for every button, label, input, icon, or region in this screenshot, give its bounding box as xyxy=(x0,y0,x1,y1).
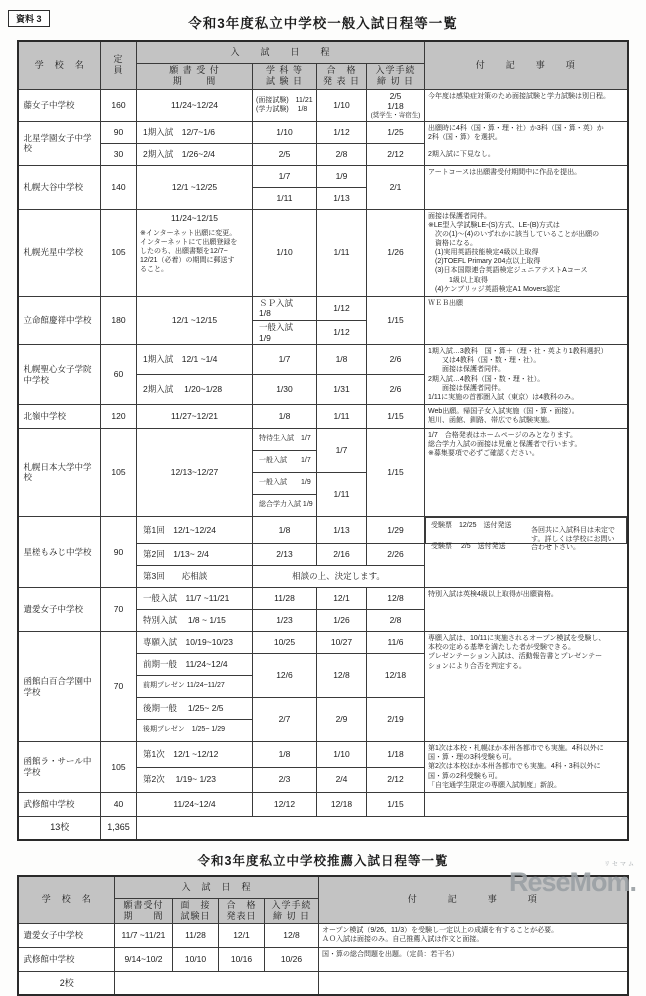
table-cell: 10/25 xyxy=(252,632,316,654)
table-cell: 1/12 xyxy=(316,296,366,320)
table-row xyxy=(18,948,627,972)
table-cell: 第1次 12/1 ~12/12 xyxy=(136,742,252,767)
table-cell: 1/12 xyxy=(316,121,366,143)
table-cell: 12/1 xyxy=(218,924,264,948)
table-row xyxy=(18,742,627,767)
table-cell: 2期入試 1/26~2/4 xyxy=(136,143,252,165)
table-cell: 1/10 xyxy=(252,121,316,143)
table-cell: 特待生入試 1/7 xyxy=(252,428,316,450)
table-cell: 1期入試 12/1 ~1/4 xyxy=(136,345,252,375)
table-cell: 12/18 xyxy=(366,654,424,698)
table-cell: 11/27~12/21 xyxy=(136,404,252,428)
table-cell: 2/6 xyxy=(366,345,424,375)
table-cell: 2/8 xyxy=(316,143,366,165)
table-cell: 1/8 xyxy=(316,345,366,375)
table-cell: 13校 xyxy=(18,816,100,840)
table-cell: 90 xyxy=(100,121,136,143)
table-cell: 10/27 xyxy=(316,632,366,654)
cell-text-block: 受験票 12/25 送付発送 受験票 2/5 送付発送 xyxy=(431,521,512,550)
table-cell: 札幌光星中学校 xyxy=(18,209,100,296)
table-cell: 1/18 xyxy=(366,742,424,767)
table-cell: 武修館中学校 xyxy=(18,948,114,972)
table-cell: 1/11 xyxy=(316,404,366,428)
table-cell: ＷＥＢ出願 xyxy=(425,296,628,345)
table-row xyxy=(18,209,627,296)
table-cell: 後期プレゼン 1/25~ 1/29 xyxy=(136,720,252,742)
table-cell: 函館白百合学園中学校 xyxy=(18,632,100,742)
col-school-name: 学 校 名 xyxy=(18,41,100,89)
table-cell: 1/13 xyxy=(316,516,366,544)
table-cell: 12/12 xyxy=(252,792,316,816)
table-cell: 70 xyxy=(100,588,136,632)
table-cell: 相談の上、決定します。 xyxy=(252,566,424,588)
table-cell: 2/26 xyxy=(366,544,424,566)
table-row xyxy=(18,296,627,320)
table-cell: 11/28 xyxy=(252,588,316,610)
col-application-period: 願書受付 期 間 xyxy=(114,898,172,924)
table-cell: 40 xyxy=(100,792,136,816)
table-cell: 1/15 xyxy=(366,792,424,816)
page-title-2: 令和3年度私立中学校推薦入試日程等一覧 xyxy=(197,853,449,868)
table-cell: 1/25 xyxy=(366,121,424,143)
table-cell: 第2回 1/13~ 2/4 xyxy=(136,544,252,566)
table-cell: 160 xyxy=(100,89,136,121)
table-cell: 2/16 xyxy=(316,544,366,566)
table-cell: 11/28 xyxy=(172,924,218,948)
table-cell: 1/12 xyxy=(316,320,366,344)
document-number-badge: 資料 3 xyxy=(8,10,50,27)
table-cell: 12/18 xyxy=(316,792,366,816)
table-cell: 2校 xyxy=(18,972,114,996)
table-cell: 2/19 xyxy=(366,698,424,742)
table-cell: 1,365 xyxy=(100,816,136,840)
col-interview-date: 面 接 試験日 xyxy=(172,898,218,924)
table-cell: 2/3 xyxy=(252,767,316,792)
table-cell: 9/14~10/2 xyxy=(114,948,172,972)
table-cell: 12/13~12/27 xyxy=(136,428,252,516)
table-cell: 11/24~12/15 ※インターネット出願に変更。 インターネットにて出願登録を したのち、出願書類を12/7~ 12/21（必着）の期間に郵送す ること。 xyxy=(136,209,252,296)
table-cell: 1/26 xyxy=(316,610,366,632)
table-cell: 前期プレゼン 11/24~11/27 xyxy=(136,676,252,698)
table-cell: 120 xyxy=(100,404,136,428)
table-row xyxy=(18,121,627,143)
table-cell: 武修館中学校 xyxy=(18,792,100,816)
table-cell: 1/9 xyxy=(316,165,366,187)
table-cell: 10/16 xyxy=(218,948,264,972)
table-cell: 2/6 xyxy=(366,375,424,405)
table-cell: 一般入試 1/9 xyxy=(252,320,316,344)
table-cell: 一般入試 1/9 xyxy=(252,472,316,494)
table-cell: 一般入試 11/7 ~11/21 xyxy=(136,588,252,610)
table-cell: 1/8 xyxy=(252,742,316,767)
table-cell: 2/7 xyxy=(252,698,316,742)
table-cell: 札幌日本大学中学校 xyxy=(18,428,100,516)
table-cell: 1/10 xyxy=(252,209,316,296)
table-cell: 1/8 xyxy=(252,516,316,544)
table-cell: 1/7 合格発表はホームページのみとなります。 総合学力入試の面接は児童と保護者で行います。 ※募集要項で必ずご確認ください。 xyxy=(425,428,628,516)
table-cell: 2/4 xyxy=(316,767,366,792)
table-cell: 11/24~12/24 xyxy=(136,89,252,121)
table-cell: 2/5 xyxy=(252,143,316,165)
col-deadline: 入学手続 締 切 日 xyxy=(366,64,424,90)
table-cell: 11/6 xyxy=(366,632,424,654)
col-exam-date: 学 科 等 試 験 日 xyxy=(252,64,316,90)
page-title: 令和3年度私立中学校一般入試日程等一覧 xyxy=(188,16,458,31)
table-cell: 1/31 xyxy=(316,375,366,405)
table-cell: オープン模試（9/26、11/3）を受験し一定以上の成績を有することが必要。 ＡＯ入試は面接のみ。自己推薦入試は作文と面接。 xyxy=(319,924,628,948)
table-cell: 2/1 xyxy=(366,165,424,209)
table-cell: 特別入試 1/8 ~ 1/15 xyxy=(136,610,252,632)
table-cell xyxy=(136,816,627,840)
table-cell: 11/7 ~11/21 xyxy=(114,924,172,948)
col-notes: 付 記 事 項 xyxy=(319,876,628,924)
table-cell: (面接試験) 11/21 (学力試験) 1/8 xyxy=(252,89,316,121)
table-cell: 面接は保護者同伴。 ※LE型入学試験LE-(S)方式、LE-(B)方式は 次の(1)～(4)のいずれかに該当していることが出願の 資格になる。 (1)実用英語技能検定4級以上取得 (2)TOEFL Primary 204点以上取得 (3)日本国際連合英語検定ジュニアテストAコース 1級以上取得 (4)ケンブリッジ英語検定A1 Movers認定 xyxy=(425,209,628,296)
header-row xyxy=(18,41,627,64)
col-announce-date: 合 格 発 表 日 xyxy=(316,64,366,90)
table-cell: 90 xyxy=(100,516,136,588)
table-cell: 12/8 xyxy=(316,654,366,698)
table-cell xyxy=(425,792,628,816)
total-row xyxy=(18,816,627,840)
table-cell: 札幌大谷中学校 xyxy=(18,165,100,209)
table-cell: 1/30 xyxy=(252,375,316,405)
table-row xyxy=(18,792,627,816)
table-cell xyxy=(425,517,627,552)
table-cell: 出願時に4科（国・算・理・社）か3科（国・算・英）か 2科（国・算）を選択。 2期入試に下見なし。 xyxy=(425,121,628,165)
table-cell: 1期入試…3教科 国・算＋（理・社・英より1教科選択） 又は4教科（国・数・理・社）。 面接は保護者同伴。 2期入試…4教科（国・数・理・社）。 面接は保護者同伴。 1/11に実施の首都圏入試（東京）は4教科のみ。 xyxy=(425,345,628,405)
table-cell: 北星学園女子中学校 xyxy=(18,121,100,165)
table-cell: 専願入試は、10/11に実施されるオープン模試を受験し、 本校の定める基準を満たした者が受験できる。 プレゼンテーション入試は、活動報告書とプレゼンテー ションにより合否を判定する。 xyxy=(425,632,628,742)
table-cell: 2/12 xyxy=(366,767,424,792)
table-cell: 105 xyxy=(100,209,136,296)
table-cell: 国・算の総合問題を出題。（定員：若干名） xyxy=(319,948,628,972)
table-cell: 1/10 xyxy=(316,742,366,767)
table-cell: 70 xyxy=(100,632,136,742)
table-cell: 遺愛女子中学校 xyxy=(18,588,100,632)
table-cell: 1/11 xyxy=(316,209,366,296)
table-cell: 11/24~12/4 xyxy=(136,792,252,816)
table-cell: 180 xyxy=(100,296,136,345)
table-row xyxy=(18,404,627,428)
watermark-text: ReseMom. xyxy=(508,867,636,897)
table-cell: 藤女子中学校 xyxy=(18,89,100,121)
table-cell: 12/1 xyxy=(316,588,366,610)
table-cell: 1/7 xyxy=(252,345,316,375)
table-cell: 12/1 ~12/25 xyxy=(136,165,252,209)
table-cell: 前期一般 11/24~12/4 xyxy=(136,654,252,676)
table-cell: 第2次 1/19~ 1/23 xyxy=(136,767,252,792)
table-header xyxy=(18,41,627,89)
table-cell xyxy=(319,972,628,996)
table-cell: 1期入試 12/7~1/6 xyxy=(136,121,252,143)
table-cell: 1/8 xyxy=(252,404,316,428)
resemom-watermark-logo xyxy=(509,862,636,896)
table-cell: 1/10 xyxy=(316,89,366,121)
table-cell: 札幌聖心女子学院中学校 xyxy=(18,345,100,405)
table-cell: 1/26 xyxy=(366,209,424,296)
table-cell: 30 xyxy=(100,143,136,165)
col-deadline: 入学手続 締 切 日 xyxy=(264,898,318,924)
table-cell: 1/15 xyxy=(366,404,424,428)
table-cell: 1/11 xyxy=(316,472,366,516)
table-cell: 12/8 xyxy=(264,924,318,948)
table-row xyxy=(18,632,627,654)
table-body xyxy=(18,924,627,996)
table-cell: 10/26 xyxy=(264,948,318,972)
table-cell: 第1回 12/1~12/24 xyxy=(136,516,252,544)
table-cell: 1/29 xyxy=(366,516,424,544)
general-exam-schedule-table xyxy=(17,40,628,841)
table-cell: 星槎もみじ中学校 xyxy=(18,516,100,588)
col-notes: 付 記 事 項 xyxy=(425,41,628,89)
table-cell: 1/13 xyxy=(316,187,366,209)
col-exam-schedule-group: 入 試 日 程 xyxy=(136,41,424,64)
table-cell: 第3回 応相談 xyxy=(136,566,252,588)
table-row xyxy=(18,924,627,948)
table-cell: 140 xyxy=(100,165,136,209)
table-body xyxy=(18,89,627,840)
table-cell: 2/12 xyxy=(366,143,424,165)
table-cell: 105 xyxy=(100,742,136,792)
table-cell: 後期一般 1/25~ 2/5 xyxy=(136,698,252,720)
table-cell: 10/10 xyxy=(172,948,218,972)
table-cell: 一般入試 1/7 xyxy=(252,450,316,472)
table-cell: 立命館慶祥中学校 xyxy=(18,296,100,345)
table-row xyxy=(18,165,627,187)
table-cell: 1/23 xyxy=(252,610,316,632)
table-cell xyxy=(114,972,318,996)
table-row xyxy=(18,516,627,544)
table-cell: Web出願。帰国子女入試実施（国・算・面接）。 旭川、函館、釧路、帯広でも試験実施。 xyxy=(425,404,628,428)
table-cell: 12/8 xyxy=(366,588,424,610)
col-announce-date: 合 格 発表日 xyxy=(218,898,264,924)
col-capacity: 定 員 xyxy=(100,41,136,89)
table-cell: 60 xyxy=(100,345,136,405)
table-row xyxy=(18,89,627,121)
table-cell: 北嶺中学校 xyxy=(18,404,100,428)
table-cell: 12/6 xyxy=(252,654,316,698)
col-application-period: 願 書 受 付 期 間 xyxy=(136,64,252,90)
table-cell: 1/15 xyxy=(366,296,424,345)
table-cell: 2/9 xyxy=(316,698,366,742)
table-cell: 12/1 ~12/15 xyxy=(136,296,252,345)
watermark-ruby: リセマム xyxy=(604,862,636,868)
table-row xyxy=(18,588,627,610)
table-cell: 1/11 xyxy=(252,187,316,209)
table-row xyxy=(18,428,627,450)
table-cell: 1/7 xyxy=(316,428,366,472)
total-row xyxy=(18,972,627,996)
table-cell: 第1次は本校・札幌ほか本州各都市でも実施。4科以外に 国・算・理の3科受験も可。 第2次は本校ほか本州各都市でも実施。4科・3科以外に 国・算の2科受験も可。 「自宅通学生限定の専願入試制度」新設。 xyxy=(425,742,628,792)
table-cell: ＳＰ入試 1/8 xyxy=(252,296,316,320)
table-cell: アートコースは出願書受付期間中に作品を提出。 xyxy=(425,165,628,209)
table-cell: 特別入試は英検4級以上取得が出願資格。 xyxy=(425,588,628,632)
table-row xyxy=(18,345,627,375)
table-cell: 2/5 1/18 (奨学生・寄宿生) xyxy=(366,89,424,121)
table-cell: 2期入試 1/20~1/28 xyxy=(136,375,252,405)
table-cell: 函館ラ・サール中学校 xyxy=(18,742,100,792)
table-cell: 専願入試 10/19~10/23 xyxy=(136,632,252,654)
cell-text-block: 各回共に入試科目は未定で す。詳しくは学校にお問い 合わせ下さい。 xyxy=(531,526,615,552)
table-cell: 総合学力入試 1/9 xyxy=(252,494,316,516)
col-school-name: 学 校 名 xyxy=(18,876,114,924)
table-cell: 2/8 xyxy=(366,610,424,632)
col-exam-schedule-group: 入 試 日 程 xyxy=(114,876,318,899)
table-cell: 105 xyxy=(100,428,136,516)
table-cell: 今年度は感染症対策のため面接試験と学力試験は別日程。 xyxy=(425,89,628,121)
table-cell: 1/15 xyxy=(366,428,424,516)
table-cell: 遺愛女子中学校 xyxy=(18,924,114,948)
table-cell: 2/13 xyxy=(252,544,316,566)
table-cell: 1/7 xyxy=(252,165,316,187)
